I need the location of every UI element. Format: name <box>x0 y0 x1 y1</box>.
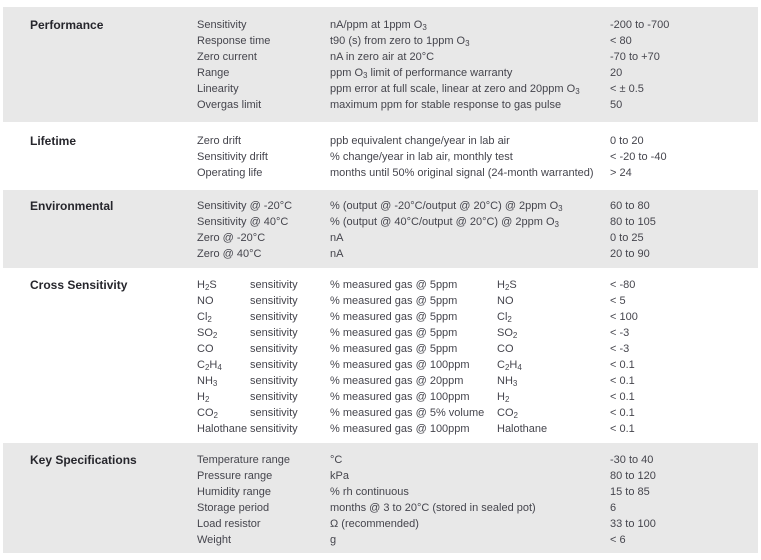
spec-value: 20 to 90 <box>610 248 650 260</box>
cross-desc: % measured gas @ 20ppm <box>330 375 464 387</box>
spec-param: Storage period <box>197 502 270 514</box>
cross-gas-repeat: CO <box>497 343 514 355</box>
spec-desc: ppb equivalent change/year in lab air <box>330 135 510 147</box>
spec-desc: ppm error at full scale, linear at zero and 20ppm $O_3$ <box>330 83 580 96</box>
cross-label: sensitivity <box>250 343 298 355</box>
spec-value: < 6 <box>610 534 626 546</box>
cross-desc: % measured gas @ 5ppm <box>330 279 458 291</box>
spec-desc: % (output @ -20°C/output @ 20°C) @ 2ppm $O_3$ <box>330 200 563 213</box>
spec-desc: % rh continuous <box>330 486 409 498</box>
spec-param: Load resistor <box>197 518 261 530</box>
spec-row <box>197 468 731 484</box>
cross-gas-repeat: $Cl_2$ <box>497 311 512 324</box>
cross-value: < 0.1 <box>610 423 635 435</box>
cross-label: sensitivity <box>250 407 298 419</box>
spec-value: < -20 to -40 <box>610 151 667 163</box>
spec-desc: t90 (s) from zero to 1ppm $O_3$ <box>330 35 470 48</box>
spec-value: 60 to 80 <box>610 200 650 212</box>
spec-row <box>197 452 731 468</box>
cross-row <box>197 325 731 341</box>
cross-gas: $H_2$ <box>197 391 210 404</box>
spec-row <box>197 49 731 65</box>
spec-desc: months @ 3 to 20°C (stored in sealed pot) <box>330 502 536 514</box>
spec-row <box>197 516 731 532</box>
spec-desc: ppm $O_3$ limit of performance warranty <box>330 67 513 80</box>
cross-gas: CO <box>197 343 214 355</box>
section-lifetime <box>3 122 758 190</box>
spec-row <box>197 81 731 97</box>
section-title: Key Specifications <box>30 453 137 467</box>
spec-row <box>197 165 731 181</box>
cross-label: sensitivity <box>250 311 298 323</box>
cross-gas: $H_2S$ <box>197 279 217 292</box>
spec-param: Zero current <box>197 51 257 63</box>
section-title: Performance <box>30 18 104 32</box>
spec-row <box>197 65 731 81</box>
spec-value: -200 to -700 <box>610 19 670 31</box>
section-environmental <box>3 190 758 268</box>
cross-gas: $CO_2$ <box>197 407 218 420</box>
cross-desc: % measured gas @ 100ppm <box>330 423 470 435</box>
cross-value: < 5 <box>610 295 626 307</box>
section-title: Environmental <box>30 199 114 213</box>
spec-param: Zero @ -20°C <box>197 232 266 244</box>
section-performance <box>3 7 758 122</box>
cross-row <box>197 421 731 437</box>
cross-label: sensitivity <box>250 391 298 403</box>
spec-param: Overgas limit <box>197 99 262 111</box>
cross-gas-repeat: $NH_3$ <box>497 375 518 388</box>
spec-value: 80 to 105 <box>610 216 656 228</box>
section-title: Cross Sensitivity <box>30 278 128 292</box>
spec-value: -70 to +70 <box>610 51 660 63</box>
spec-row <box>197 17 731 33</box>
cross-desc: % measured gas @ 5% volume <box>330 407 485 419</box>
cross-gas-repeat: $SO_2$ <box>497 327 518 340</box>
spec-param: Sensitivity <box>197 19 247 31</box>
cross-gas-repeat: NO <box>497 295 514 307</box>
section-key-specifications <box>3 443 758 553</box>
spec-param: Linearity <box>197 83 239 95</box>
spec-desc: months until 50% original signal (24-month warranted) <box>330 167 594 179</box>
cross-value: < -80 <box>610 279 636 291</box>
cross-row <box>197 309 731 325</box>
cross-value: < 0.1 <box>610 407 635 419</box>
spec-value: < 80 <box>610 35 632 47</box>
cross-row <box>197 293 731 309</box>
spec-row <box>197 214 731 230</box>
spec-desc: nA <box>330 232 344 244</box>
spec-value: 50 <box>610 99 623 111</box>
section-rows <box>197 17 731 113</box>
spec-value: 6 <box>610 502 617 514</box>
spec-row <box>197 133 731 149</box>
cross-label: sensitivity <box>250 279 298 291</box>
section-cross-sensitivity <box>3 268 758 443</box>
spec-value: 0 to 20 <box>610 135 644 147</box>
cross-desc: % measured gas @ 5ppm <box>330 295 458 307</box>
spec-param: Zero @ 40°C <box>197 248 262 260</box>
cross-gas: $NH_3$ <box>197 375 218 388</box>
cross-row <box>197 389 731 405</box>
cross-value: < 0.1 <box>610 391 635 403</box>
spec-param: Response time <box>197 35 271 47</box>
spec-param: Sensitivity @ 40°C <box>197 216 289 228</box>
cross-row <box>197 341 731 357</box>
cross-desc: % measured gas @ 5ppm <box>330 327 458 339</box>
spec-param: Humidity range <box>197 486 271 498</box>
spec-row <box>197 230 731 246</box>
spec-param: Zero drift <box>197 135 242 147</box>
cross-gas-repeat: $H_2S$ <box>497 279 517 292</box>
cross-label: sensitivity <box>250 423 298 435</box>
spec-row <box>197 484 731 500</box>
spec-value: -30 to 40 <box>610 454 654 466</box>
spec-row <box>197 97 731 113</box>
cross-gas-repeat: $CO_2$ <box>497 407 518 420</box>
cross-value: < 0.1 <box>610 375 635 387</box>
cross-value: < 0.1 <box>610 359 635 371</box>
spec-desc: maximum ppm for stable response to gas pulse <box>330 99 562 111</box>
section-rows <box>197 452 731 548</box>
spec-param: Sensitivity @ -20°C <box>197 200 293 212</box>
section-rows <box>197 277 731 437</box>
cross-label: sensitivity <box>250 359 298 371</box>
section-rows <box>197 133 731 181</box>
cross-value: < -3 <box>610 327 630 339</box>
cross-desc: % measured gas @ 5ppm <box>330 311 458 323</box>
cross-label: sensitivity <box>250 295 298 307</box>
spec-desc: nA/ppm at 1ppm $O_3$ <box>330 19 427 32</box>
spec-value: 15 to 85 <box>610 486 650 498</box>
spec-value: 20 <box>610 67 623 79</box>
cross-desc: % measured gas @ 100ppm <box>330 359 470 371</box>
cross-desc: % measured gas @ 5ppm <box>330 343 458 355</box>
cross-row <box>197 373 731 389</box>
spec-desc: g <box>330 534 337 546</box>
cross-gas-repeat: Halothane <box>497 423 548 435</box>
cross-label: sensitivity <box>250 375 298 387</box>
cross-label: sensitivity <box>250 327 298 339</box>
spec-param: Range <box>197 67 230 79</box>
spec-desc: % (output @ 40°C/output @ 20°C) @ 2ppm $O_3$ <box>330 216 559 229</box>
spec-value: 80 to 120 <box>610 470 656 482</box>
spec-row <box>197 500 731 516</box>
cross-row <box>197 405 731 421</box>
spec-row <box>197 532 731 548</box>
spec-value: > 24 <box>610 167 632 179</box>
cross-gas-repeat: $C_2H_4$ <box>497 359 522 372</box>
cross-row <box>197 277 731 293</box>
cross-gas: $C_2H_4$ <box>197 359 222 372</box>
cross-value: < -3 <box>610 343 630 355</box>
spec-desc: Ω (recommended) <box>330 518 419 530</box>
spec-row <box>197 198 731 214</box>
spec-desc: °C <box>330 454 343 466</box>
section-rows <box>197 198 731 262</box>
spec-desc: nA <box>330 248 344 260</box>
cross-value: < 100 <box>610 311 638 323</box>
spec-row <box>197 33 731 49</box>
spec-desc: % change/year in lab air, monthly test <box>330 151 513 163</box>
spec-value: 33 to 100 <box>610 518 656 530</box>
spec-value: 0 to 25 <box>610 232 644 244</box>
spec-value: < ± 0.5 <box>610 83 644 95</box>
cross-gas: NO <box>197 295 214 307</box>
cross-desc: % measured gas @ 100ppm <box>330 391 470 403</box>
spec-row <box>197 149 731 165</box>
cross-gas-repeat: $H_2$ <box>497 391 510 404</box>
spec-param: Temperature range <box>197 454 290 466</box>
spec-row <box>197 246 731 262</box>
spec-param: Operating life <box>197 167 263 179</box>
cross-gas: Halothane <box>197 423 248 435</box>
spec-desc: kPa <box>330 470 349 482</box>
spec-param: Sensitivity drift <box>197 151 268 163</box>
spec-desc: nA in zero air at 20°C <box>330 51 435 63</box>
cross-gas: $SO_2$ <box>197 327 218 340</box>
cross-gas: $Cl_2$ <box>197 311 212 324</box>
spec-param: Weight <box>197 534 232 546</box>
cross-row <box>197 357 731 373</box>
section-title: Lifetime <box>30 134 77 148</box>
spec-param: Pressure range <box>197 470 273 482</box>
